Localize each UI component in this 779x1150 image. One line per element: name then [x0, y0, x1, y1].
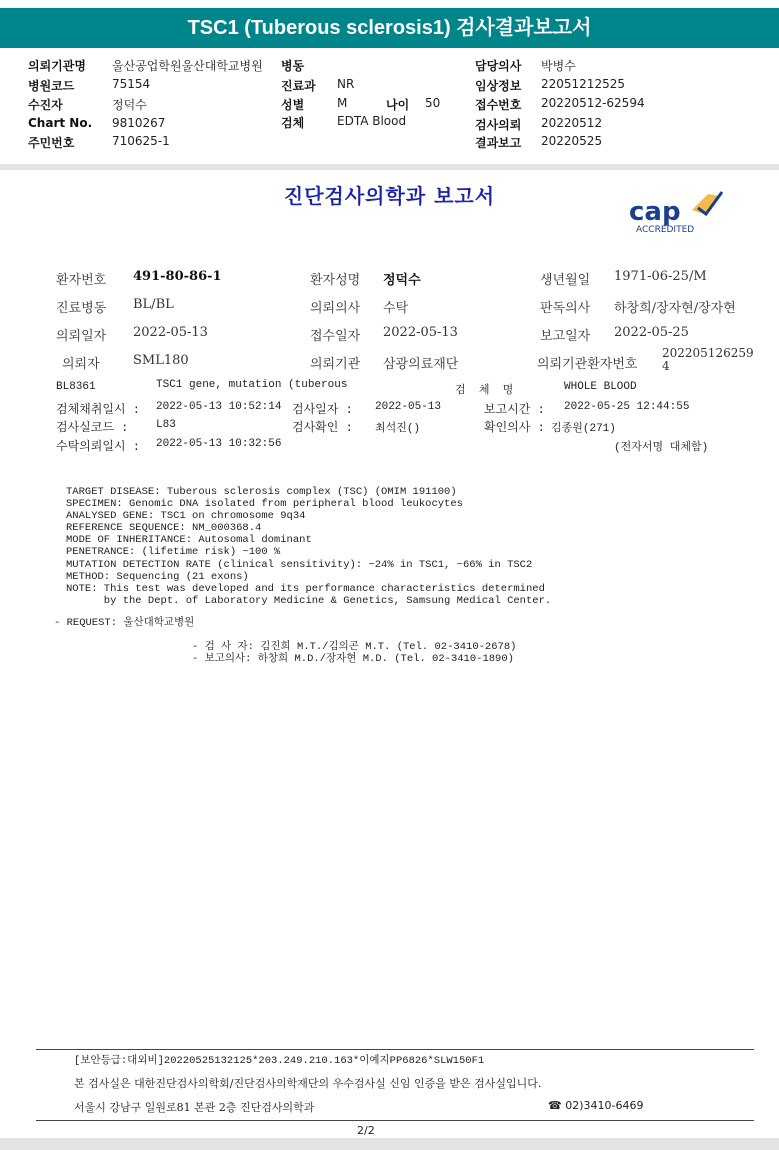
- esign-note: (전자서명 대체함): [614, 442, 709, 454]
- header-label: 검사의뢰: [475, 118, 522, 132]
- address-line: 서울시 강남구 일원로81 본관 2층 진단검사의학과: [74, 1101, 315, 1114]
- header-label: Chart No.: [28, 116, 93, 130]
- header-label: 성별: [281, 98, 305, 112]
- patient-value: 1971-06-25/M: [614, 269, 707, 284]
- header-value: 20220512-62594: [541, 96, 645, 110]
- consign-value: 2022-05-13 10:32:56: [156, 438, 282, 450]
- cap-logo-icon: [626, 188, 736, 238]
- patient-label: 환자번호: [56, 273, 107, 288]
- body-line: by the Dept. of Laboratory Medicine & Genetics, Samsung Medical Center.: [66, 594, 552, 607]
- header-label: 수진자: [28, 98, 63, 112]
- reporttime-value: 2022-05-25 12:44:55: [564, 401, 690, 413]
- phone-line: ☎ 02)3410-6469: [548, 1099, 644, 1112]
- header-value: 9810267: [112, 116, 166, 130]
- age-value: 50: [425, 96, 441, 110]
- header-label: 진료과: [281, 79, 316, 93]
- body-line: NOTE: This test was developed and its performance characteristics determined: [66, 582, 545, 595]
- report-body: [66, 486, 551, 607]
- patient-value: 2022-05-25: [614, 325, 689, 340]
- collect-label: 검체채취일시 :: [56, 403, 140, 417]
- header-label: 의뢰기관명: [28, 59, 86, 73]
- body-line: REFERENCE SEQUENCE: NM_000368.4: [66, 522, 262, 535]
- header-value: NR: [337, 77, 355, 91]
- patient-value: 수탁: [383, 301, 409, 316]
- header-value: 울산공업학원울산대학교병원: [112, 59, 263, 73]
- specimen-label: 검 체 명: [455, 385, 514, 397]
- patient-value: 하창희/장자현/장자현: [614, 301, 736, 316]
- header-value: 정덕수: [112, 98, 147, 112]
- header-value: 박병수: [541, 59, 576, 73]
- header-label: 담당의사: [475, 59, 522, 73]
- certification-line: 본 검사실은 대한진단검사의학회/진단검사의학재단의 우수검사실 신임 인증을 받은 검사실입니다.: [74, 1077, 542, 1090]
- collect-value: 2022-05-13 10:52:14: [156, 401, 282, 413]
- body-line: SPECIMEN: Genomic DNA isolated from peripheral blood leukocytes: [66, 498, 463, 511]
- page-number: 2/2: [357, 1124, 375, 1137]
- header-label: 주민번호: [28, 136, 75, 150]
- header-value: 710625-1: [112, 134, 170, 148]
- patient-label: 환자성명: [310, 273, 361, 288]
- request-line: - REQUEST: 울산대학교병원: [54, 617, 195, 629]
- header-label: 검체: [281, 116, 305, 130]
- reporter-line: - 보고의사: 하창희 M.D./장자현 M.D. (Tel. 02-3410-1890): [192, 653, 514, 665]
- test-code: BL8361: [56, 381, 96, 393]
- header-value: M: [337, 96, 348, 110]
- testdate-label: 검사일자 :: [292, 403, 353, 417]
- reporttime-label: 보고시간 :: [484, 403, 545, 417]
- patient-value: 2022-05-13: [383, 325, 458, 340]
- patient-value: BL/BL: [133, 297, 174, 312]
- svg-text:cap: cap: [629, 197, 681, 227]
- patient-label: 의뢰기관환자번호: [537, 357, 638, 372]
- header-value: 20220525: [541, 134, 603, 148]
- header-value: 22051212525: [541, 77, 625, 91]
- header-label: 병원코드: [28, 79, 75, 93]
- footer-bottom-rule: [36, 1120, 754, 1121]
- page-bottom-bar: [0, 1138, 779, 1150]
- confirm-label: 검사확인 :: [292, 421, 353, 435]
- patient-label: 판독의사: [540, 301, 591, 316]
- body-line: MODE OF INHERITANCE: Autosomal dominant: [66, 534, 312, 547]
- body-line: METHOD: Sequencing (21 exons): [66, 570, 249, 583]
- specimen-value: WHOLE BLOOD: [564, 381, 637, 393]
- header-value: EDTA Blood: [337, 114, 407, 128]
- doctor-value: 김종원(271): [551, 423, 616, 435]
- age-label: 나이: [386, 98, 410, 112]
- body-line: TARGET DISEASE: Tuberous sclerosis complex (TSC) (OMIM 191100): [66, 486, 457, 498]
- patient-label: 의뢰기관: [310, 357, 361, 372]
- patient-value: 202205126259 4: [662, 346, 754, 373]
- patient-label: 생년월일: [540, 273, 591, 288]
- header-label: 병동: [281, 59, 305, 73]
- header-label: 결과보고: [475, 136, 522, 150]
- header-label: 접수번호: [475, 98, 522, 112]
- testdate-value: 2022-05-13: [375, 401, 442, 413]
- patient-name: 정덕수: [383, 273, 421, 288]
- patient-label: 진료병동: [56, 301, 107, 316]
- patient-label: 의뢰일자: [56, 329, 107, 344]
- patient-value: 2022-05-13: [133, 325, 208, 340]
- patient-label: 의뢰의사: [310, 301, 361, 316]
- svg-text:ACCREDITED: ACCREDITED: [636, 225, 695, 235]
- body-line: ANALYSED GENE: TSC1 on chromosome 9q34: [66, 510, 306, 523]
- header-value: 20220512: [541, 116, 603, 130]
- cap-accredited-logo: [626, 188, 736, 238]
- header-label: 임상정보: [475, 79, 522, 93]
- doctor-label: 확인의사 :: [484, 421, 545, 435]
- patient-number: 491-80-86-1: [133, 269, 222, 284]
- section-divider: [0, 164, 779, 170]
- examiner-line: - 검 사 자: 김진희 M.T./김의곤 M.T. (Tel. 02-3410-2678): [192, 641, 517, 653]
- room-label: 검사실코드 :: [56, 421, 129, 435]
- patient-label: 의뢰자: [62, 357, 100, 372]
- patient-label: 접수일자: [310, 329, 361, 344]
- patient-label: 보고일자: [540, 329, 591, 344]
- patient-value: SML180: [133, 353, 189, 368]
- patient-value: 삼광의료재단: [383, 357, 459, 372]
- consign-label: 수탁의뢰일시 :: [56, 440, 140, 454]
- confirm-value: 최석진(): [375, 423, 421, 435]
- room-value: L83: [156, 419, 176, 431]
- header-value: 75154: [112, 77, 151, 91]
- lab-report-title: 진단검사의학과 보고서: [283, 184, 496, 208]
- footer-top-rule: [36, 1049, 754, 1050]
- report-title-bar: [0, 8, 779, 48]
- report-title: TSC1 (Tuberous sclerosis1) 검사결과보고서: [187, 17, 592, 39]
- test-name: TSC1 gene, mutation (tuberous: [156, 379, 348, 391]
- security-line: [보안등급:대외비]20220525132125*203.249.210.163*이예지PP6826*SLW150F1: [74, 1055, 485, 1067]
- body-line: MUTATION DETECTION RATE (clinical sensitivity): ~24% in TSC1, ~66% in TSC2: [66, 558, 533, 571]
- body-line: PENETRANCE: (lifetime risk) ~100 %: [66, 546, 281, 559]
